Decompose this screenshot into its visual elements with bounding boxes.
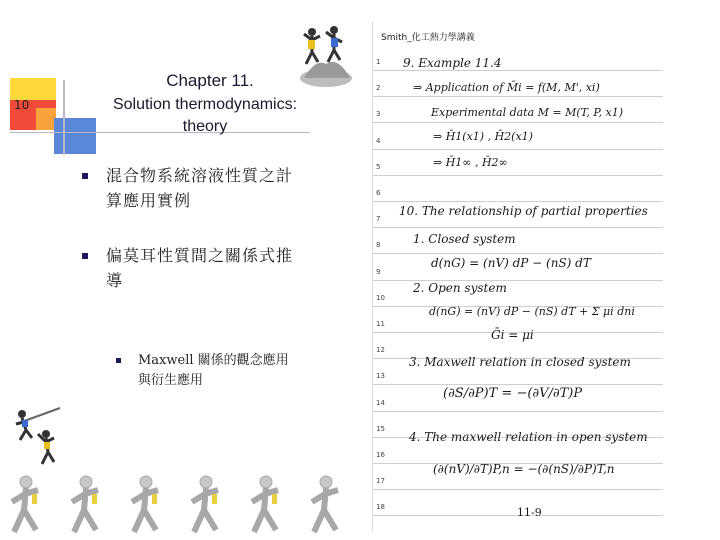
bullet-marker <box>82 173 88 179</box>
hw-eq-closed: d(nG) = (nV) dP − (nS) dT <box>431 256 591 270</box>
ruled-line <box>373 96 663 97</box>
hw-eq-open: d(nG) = (nV) dP − (nS) dT + Σ μi dni <box>429 305 635 318</box>
handwritten-notes-image <box>372 22 663 532</box>
running-figures-clipart <box>0 474 360 538</box>
bullet-marker <box>82 253 88 259</box>
line-number: 7 <box>376 215 381 224</box>
ruled-line <box>373 227 663 228</box>
hw-example: 9. Example 11.4 <box>403 56 502 70</box>
line-number: 15 <box>376 424 385 433</box>
hw-mu: Ḡi = μi <box>491 328 534 342</box>
line-number: 13 <box>376 372 385 381</box>
ruled-line <box>373 149 663 150</box>
decor-vertical-line <box>63 80 65 155</box>
subtitle-line-2: theory <box>182 118 228 135</box>
climbing-figures-clipart <box>8 400 68 470</box>
decor-orange-block <box>36 108 56 130</box>
bullet-item <box>106 243 293 293</box>
hw-closed: 1. Closed system <box>413 232 516 246</box>
line-number: 4 <box>376 136 381 145</box>
hw-eq-maxwell-open: (∂(nV)/∂T)P,n = −(∂(nS)/∂P)T,n <box>433 462 615 476</box>
sub-bullet-marker <box>116 358 121 363</box>
line-number: 16 <box>376 451 385 459</box>
hw-page-ref: 11-9 <box>517 506 542 519</box>
page-number: 10 <box>14 98 30 112</box>
ruled-line <box>373 201 663 202</box>
hw-application: ⇒ Application of M̄i = f(M, M', xi) <box>413 81 600 94</box>
subtitle-line-1: Solution thermodynamics: <box>112 96 298 113</box>
hw-maxwell-open: 4. The maxwell relation in open system <box>409 430 648 444</box>
line-number: 2 <box>376 84 381 93</box>
line-number: 6 <box>376 189 381 197</box>
line-number: 8 <box>376 241 381 250</box>
decor-blue-block <box>54 118 96 154</box>
slide-subtitle <box>100 94 310 138</box>
line-number: 17 <box>376 477 385 486</box>
line-number: 3 <box>376 110 381 119</box>
bullet-line: 混合物系統溶液性質之計 <box>106 166 294 185</box>
sub-bullet-item <box>138 351 289 391</box>
line-number: 11 <box>376 320 385 328</box>
line-number: 12 <box>376 346 385 355</box>
bullet-line: 算應用實例 <box>106 191 192 210</box>
ruled-line <box>373 411 663 412</box>
hw-eq-maxwell: (∂S/∂P)T = −(∂V/∂T)P <box>443 386 583 401</box>
slide-title: Chapter 11. <box>166 71 254 90</box>
hw-arrow-1: ⇒ H̄1(x1) , H̄2(x1) <box>433 130 533 143</box>
bullet-line: 偏莫耳性質間之關係式推 <box>106 246 294 265</box>
bullet-line: 導 <box>106 271 124 290</box>
hw-open: 2. Open system <box>413 281 507 295</box>
ruled-line <box>373 489 663 490</box>
ruled-line <box>373 70 663 71</box>
ruled-line <box>373 253 663 254</box>
line-number: 10 <box>376 293 385 302</box>
notes-header: Smith_化工熱力學講義 <box>381 33 475 43</box>
bullet-item <box>106 163 293 213</box>
hw-section-10: 10. The relationship of partial properties <box>399 204 648 218</box>
line-number: 9 <box>376 267 381 276</box>
hw-arrow-2: ⇒ H̄1∞ , H̄2∞ <box>433 156 508 169</box>
line-number: 1 <box>376 58 381 66</box>
sub-bullet-line: Maxwell 關係的觀念應用 <box>138 353 289 368</box>
line-number: 18 <box>376 503 385 512</box>
ruled-line <box>373 122 663 123</box>
ruled-line <box>373 175 663 176</box>
line-number: 5 <box>376 162 381 171</box>
hw-experimental: Experimental data M = M(T, P, x1) <box>431 106 624 119</box>
sub-bullet-line: 與衍生應用 <box>138 373 204 388</box>
line-number: 14 <box>376 398 385 407</box>
hw-maxwell-closed: 3. Maxwell relation in closed system <box>409 355 631 369</box>
